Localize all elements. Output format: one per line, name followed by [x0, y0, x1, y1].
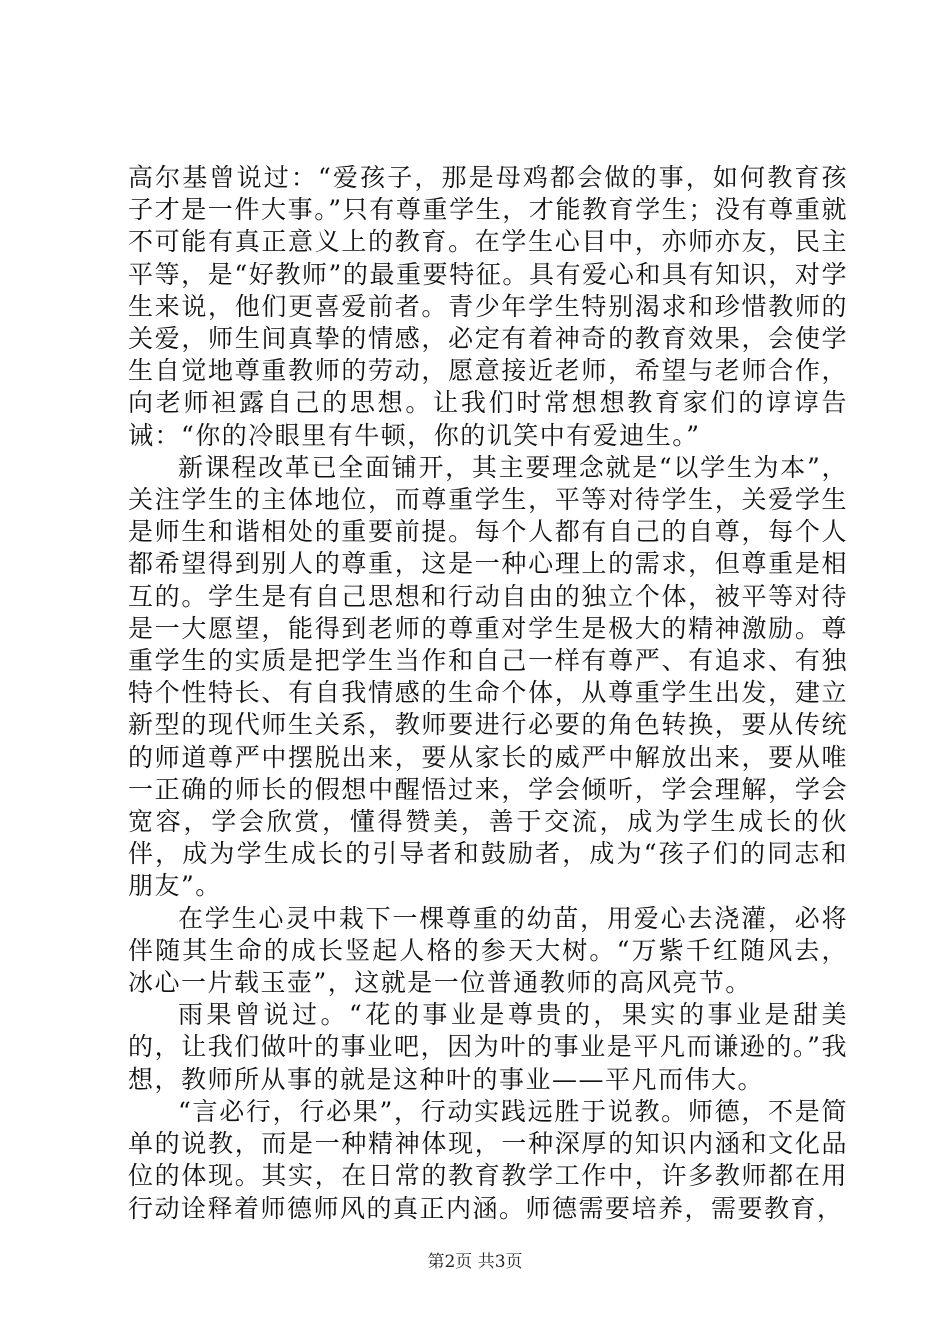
- paragraph-hugo-quote: 雨果曾说过。“花的事业是尊贵的，果实的事业是甜美的，让我们做叶的事业吧，因为叶的事业是平凡而谦逊的。”我想，教师所从事的就是这种叶的事业——平凡而伟大。: [128, 1000, 848, 1094]
- paragraph-gorky-quote: 高尔基曾说过：“爱孩子，那是母鸡都会做的事，如何教育孩子才是一件大事。”只有尊重学生，才能教育学生；没有尊重就不可能有真正意义上的教育。在学生心目中，亦师亦友，民主平等，是“好教师”的最重要特征。具有爱心和具有知识，对学生来说，他们更喜爱前者。青少年学生特别渴求和珍惜教师的关爱，师生间真挚的情感，必定有着神奇的教育效果，会使学生自觉地尊重教师的劳动，愿意接近老师，希望与老师合作，向老师袒露自己的思想。让我们时常想想教育家们的谆谆告诫：“你的冷眼里有牛顿，你的讥笑中有爱迪生。”: [128, 163, 848, 450]
- paragraph-curriculum-reform: 新课程改革已全面铺开，其主要理念就是“以学生为本”，关注学生的主体地位，而尊重学生，平等对待学生，关爱学生是师生和谐相处的重要前提。每个人都有自己的自尊，每个人都希望得到别人的尊重，这是一种心理上的需求，但尊重是相互的。学生是有自己思想和行动自由的独立个体，被平等对待是一大愿望，能得到老师的尊重对学生是极大的精神激励。尊重学生的实质是把学生当作和自己一样有尊严、有追求、有独特个性特长、有自我情感的生命个体，从尊重学生出发，建立新型的现代师生关系，教师要进行必要的角色转换，要从传统的师道尊严中摆脱出来，要从家长的威严中解放出来，要从唯一正确的师长的假想中醒悟过来，学会倾听，学会理解，学会宽容，学会欣赏，懂得赞美，善于交流，成为学生成长的伙伴，成为学生成长的引导者和鼓励者，成为“孩子们的同志和朋友”。: [128, 452, 848, 901]
- page-number-footer: 第2页 共3页: [427, 1252, 523, 1272]
- paragraph-teacher-ethics: “言必行，行必果”，行动实践远胜于说教。师德，不是简单的说教，而是一种精神体现，一种深厚的知识内涵和文化品位的体现。其实，在日常的教育教学工作中，许多教师都在用行动诠释着师德师风的真正内涵。师德需要培养，需要教育，: [128, 1096, 848, 1223]
- document-body: [128, 162, 848, 1225]
- paragraph-seedling-of-respect: 在学生心灵中栽下一棵尊重的幼苗，用爱心去浇灌，必将伴随其生命的成长竖起人格的参天大树。“万紫千红随风去，冰心一片载玉壶”，这就是一位普通教师的高风亮节。: [128, 903, 848, 998]
